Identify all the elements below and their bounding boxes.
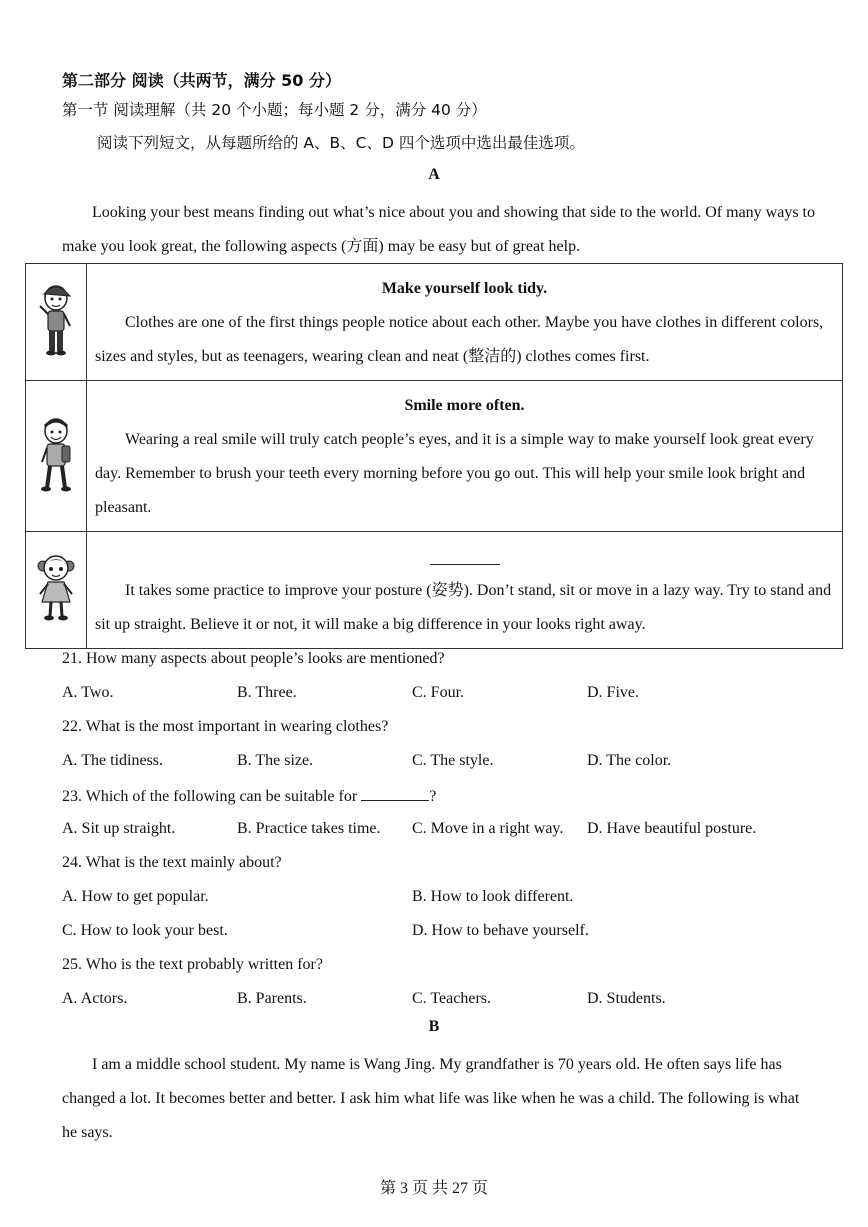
part-title: 第二部分 阅读（共两节，满分 50 分）	[62, 71, 341, 90]
option: D. Have beautiful posture.	[587, 820, 757, 837]
option: B. Practice takes time.	[237, 820, 381, 837]
girl-with-pigtails-icon	[36, 552, 76, 624]
passage-b-intro: I am a middle school student. My name is Wang Jing. My grandfather is 70 years old. He often says life has changed a lot. It becomes better and better. I ask him what life was like when he was a child. The following is what he says.	[62, 1056, 800, 1141]
tips-table	[25, 263, 843, 649]
tip-row	[26, 381, 843, 532]
option: B. How to look different.	[412, 888, 574, 905]
option: B. Three.	[237, 684, 297, 701]
tip-picture-cell	[26, 264, 87, 381]
blank-line	[430, 540, 500, 565]
question-stem: 24. What is the text mainly about?	[62, 854, 282, 871]
tip-row	[26, 532, 843, 649]
tip-body: Clothes are one of the first things people notice about each other. Maybe you have clothes in different colors, sizes and styles, but as teenagers, wearing clean and neat (整洁的) clothes comes first.	[95, 314, 824, 365]
passage-a-intro: Looking your best means finding out what’s nice about you and showing that side to the world. Of many ways to make you look great, the following aspects (方面) may be easy but of great help.	[62, 204, 815, 255]
option: D. The color.	[587, 752, 672, 769]
section-title: 第一节 阅读理解（共 20 个小题；每小题 2 分，满分 40 分）	[62, 101, 487, 119]
option: C. Move in a right way.	[412, 820, 564, 837]
tip-heading-blank	[95, 540, 834, 574]
option: A. Actors.	[62, 990, 128, 1007]
option: C. How to look your best.	[62, 922, 228, 939]
tip-row	[26, 264, 843, 381]
tip-text-cell	[87, 264, 843, 381]
option: A. How to get popular.	[62, 888, 209, 905]
tip-picture-cell	[26, 532, 87, 649]
option: C. Teachers.	[412, 990, 491, 1007]
passage-b-label: B	[428, 1018, 440, 1035]
boy-with-backpack-icon	[36, 414, 76, 494]
option: C. Four.	[412, 684, 465, 701]
tip-text-cell	[87, 381, 843, 532]
instructions: 阅读下列短文，从每题所给的 A、B、C、D 四个选项中选出最佳选项。	[97, 134, 585, 152]
option: B. Parents.	[237, 990, 307, 1007]
boy-with-cap-icon	[36, 282, 76, 358]
question-stem: 25. Who is the text probably written for?	[62, 956, 323, 973]
answer-blank	[361, 786, 429, 801]
option: D. Students.	[587, 990, 666, 1007]
tip-picture-cell	[26, 381, 87, 532]
tip-body: It takes some practice to improve your posture (姿势). Don’t stand, sit or move in a lazy way. Try to stand and sit up straight. Believe it or not, it will make a big difference in your looks right away.	[95, 582, 832, 633]
option: B. The size.	[237, 752, 314, 769]
option: D. Five.	[587, 684, 639, 701]
option: A. Sit up straight.	[62, 820, 176, 837]
tip-heading: Smile more often.	[404, 397, 525, 414]
passage-a-label: A	[428, 166, 440, 183]
tip-heading: Make yourself look tidy.	[381, 280, 548, 297]
option: A. Two.	[62, 684, 114, 701]
option: A. The tidiness.	[62, 752, 164, 769]
tip-text-cell	[87, 532, 843, 649]
option: D. How to behave yourself.	[412, 922, 589, 939]
question-stem: 23. Which of the following can be suitable for ?	[62, 788, 437, 805]
question-stem: 22. What is the most important in wearing clothes?	[62, 718, 389, 735]
question-stem: 21. How many aspects about people’s looks are mentioned?	[62, 650, 445, 667]
page-footer: 第 3 页 共 27 页	[379, 1180, 488, 1197]
option: C. The style.	[412, 752, 494, 769]
tip-body: Wearing a real smile will truly catch people’s eyes, and it is a simple way to make yourself look great every day. Remember to brush your teeth every morning before you go out. This will help your smile look bright and pleasant.	[95, 431, 814, 516]
